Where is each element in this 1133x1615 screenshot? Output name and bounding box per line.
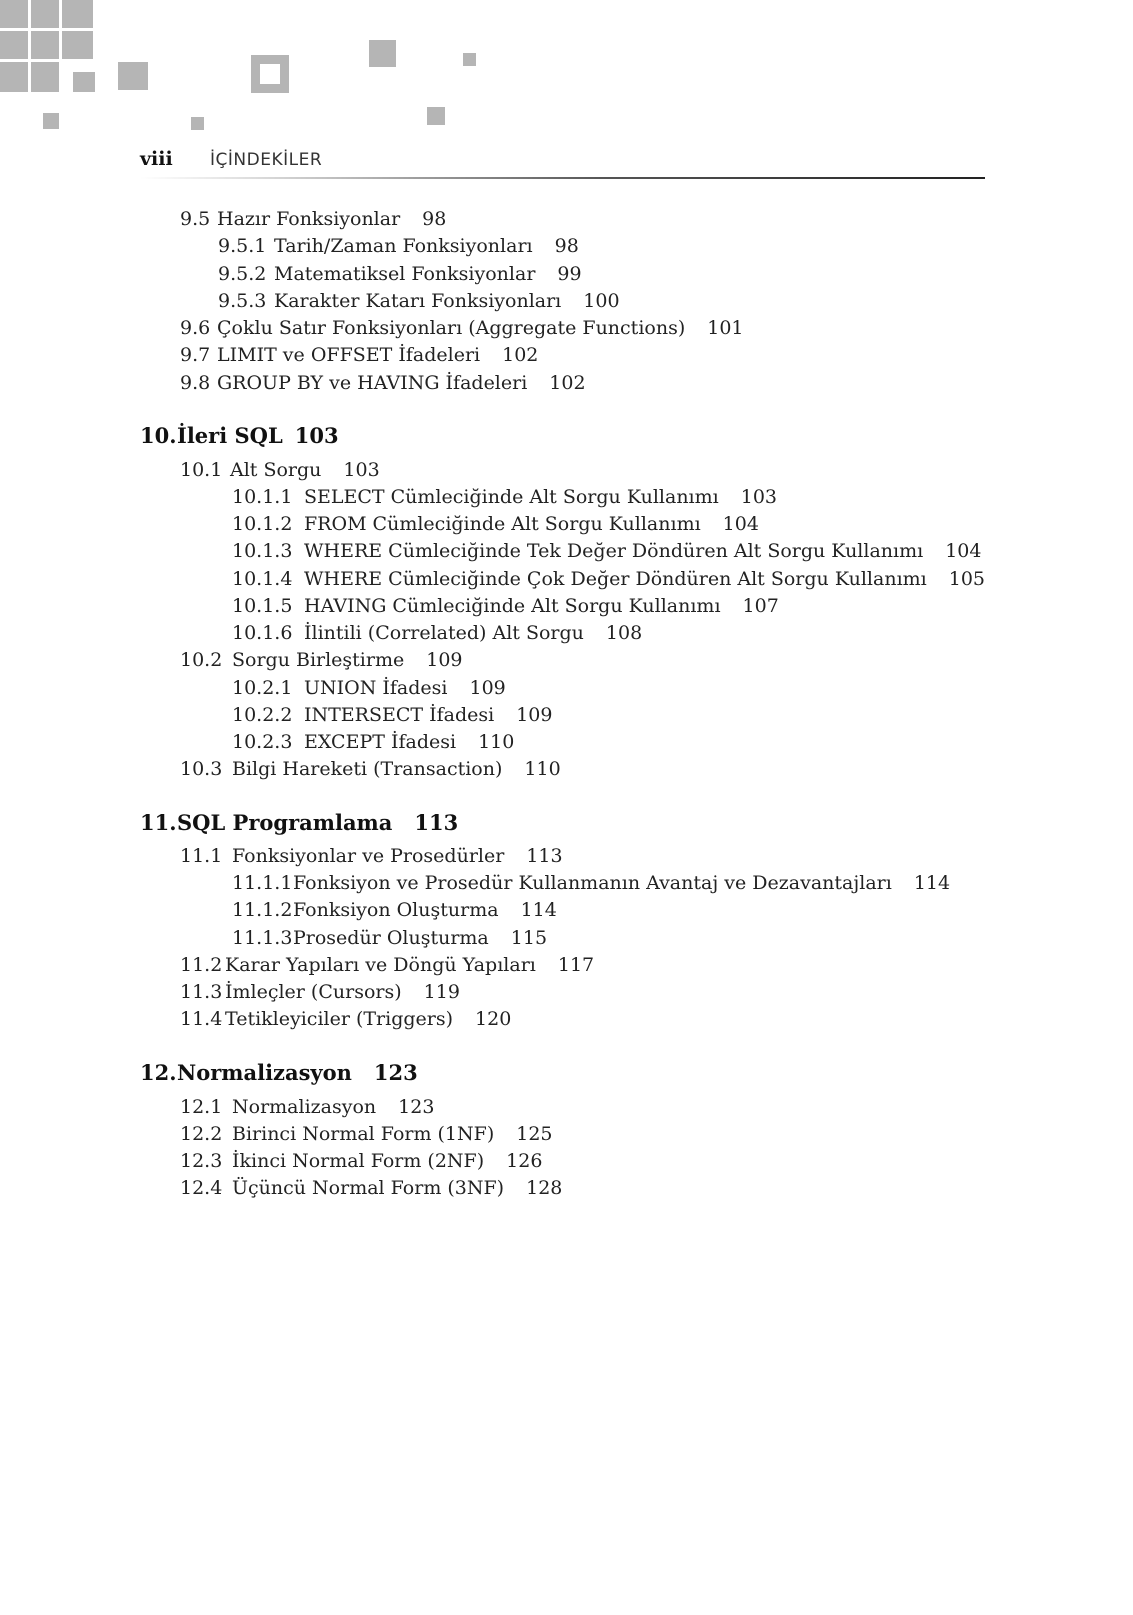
entry-page: 102: [549, 372, 586, 394]
decor-square: [0, 31, 28, 59]
entry-title: WHERE Cümleciğinde Çok Değer Döndüren Alt Sorgu Kullanımı: [304, 568, 927, 590]
decor-square: [118, 62, 148, 90]
decor-square: [427, 107, 445, 125]
toc-entry: [180, 1095, 434, 1119]
toc-entry: [180, 953, 594, 977]
entry-title: Matematiksel Fonksiyonlar: [274, 263, 536, 285]
toc-entry: [232, 621, 642, 645]
entry-title: Hazır Fonksiyonlar: [217, 208, 401, 230]
entry-title: Birinci Normal Form (1NF): [232, 1123, 495, 1145]
running-title: İÇİNDEKİLER: [210, 150, 323, 170]
entry-page: 115: [510, 927, 548, 949]
chapter-title: İleri SQL: [177, 423, 283, 448]
entry-title: İkinci Normal Form (2NF): [232, 1150, 485, 1172]
toc-entry: [180, 371, 586, 395]
decor-square: [43, 113, 59, 129]
decor-square: [73, 72, 95, 92]
running-header: [140, 146, 985, 180]
entry-page: 104: [722, 513, 759, 535]
entry-page: 120: [475, 1008, 512, 1030]
decor-square: [369, 40, 396, 67]
toc-entry: [232, 676, 506, 700]
entry-title: INTERSECT İfadesi: [304, 704, 495, 726]
toc-entry: [218, 262, 582, 286]
entry-title: GROUP BY ve HAVING İfadeleri: [217, 372, 528, 394]
entry-number: 12.1: [180, 1096, 223, 1118]
toc-entry: [180, 207, 446, 231]
toc-entry: [180, 1122, 553, 1146]
entry-number: 10.1.5: [232, 595, 293, 617]
entry-number: 9.5.1: [218, 235, 267, 257]
toc-entry: [232, 512, 759, 536]
header-rule: [140, 177, 985, 179]
toc-entry: [180, 458, 380, 482]
entry-page: 103: [343, 459, 380, 481]
entry-page: 110: [524, 758, 561, 780]
entry-number: 12.4: [180, 1177, 223, 1199]
toc-entry: [232, 871, 950, 895]
entry-title: FROM Cümleciğinde Alt Sorgu Kullanımı: [304, 513, 701, 535]
chapter-page: 113: [414, 810, 459, 835]
entry-number: 9.6: [180, 317, 211, 339]
entry-title: Karakter Katarı Fonksiyonları: [274, 290, 562, 312]
entry-page: 126: [506, 1150, 543, 1172]
toc-entry: [180, 648, 463, 672]
entry-title: İlintili (Correlated) Alt Sorgu: [304, 622, 584, 644]
toc-entry: [180, 844, 563, 868]
chapter-page: 123: [373, 1060, 418, 1085]
entry-title: Sorgu Birleştirme: [232, 649, 405, 671]
toc-chapter: [140, 424, 339, 448]
entry-page: 109: [516, 704, 553, 726]
toc-entry: [232, 926, 547, 950]
entry-title: Üçüncü Normal Form (3NF): [232, 1177, 505, 1199]
entry-title: HAVING Cümleciğinde Alt Sorgu Kullanımı: [304, 595, 721, 617]
toc-entry: [180, 757, 561, 781]
entry-number: 9.5.3: [218, 290, 267, 312]
entry-number: 9.5.2: [218, 263, 267, 285]
toc-chapter: [140, 1061, 418, 1085]
entry-number: 10.2.3: [232, 731, 293, 753]
toc-entry: [180, 1176, 562, 1200]
entry-page: 98: [422, 208, 447, 230]
entry-number: 12.3: [180, 1150, 223, 1172]
entry-number: 11.1.3: [232, 927, 293, 949]
entry-number: 10.2: [180, 649, 223, 671]
decor-square: [31, 31, 59, 59]
entry-page: 109: [426, 649, 463, 671]
toc-entry: [180, 980, 460, 1004]
entry-page: 117: [557, 954, 595, 976]
entry-title: UNION İfadesi: [304, 677, 448, 699]
entry-page: 103: [740, 486, 777, 508]
entry-title: EXCEPT İfadesi: [304, 731, 457, 753]
entry-page: 98: [554, 235, 579, 257]
entry-number: 10.1: [180, 459, 223, 481]
toc-entry: [180, 343, 538, 367]
entry-page: 125: [516, 1123, 553, 1145]
entry-title: Karar Yapıları ve Döngü Yapıları: [225, 954, 536, 976]
entry-number: 11.4: [180, 1008, 223, 1030]
entry-number: 9.5: [180, 208, 211, 230]
entry-title: Fonksiyonlar ve Prosedürler: [232, 845, 505, 867]
entry-title: Bilgi Hareketi (Transaction): [232, 758, 503, 780]
entry-page: 105: [948, 568, 985, 590]
entry-number: 9.8: [180, 372, 211, 394]
page-number: viii: [140, 148, 173, 170]
entry-number: 11.1.1: [232, 872, 293, 894]
entry-page: 114: [913, 872, 951, 894]
toc-entry: [218, 234, 579, 258]
entry-page: 99: [557, 263, 582, 285]
entry-page: 119: [423, 981, 460, 1003]
entry-page: 109: [469, 677, 506, 699]
toc-entry: [218, 289, 620, 313]
entry-title: İmleçler (Cursors): [225, 981, 402, 1003]
entry-number: 11.1.2: [232, 899, 293, 921]
entry-page: 114: [520, 899, 557, 921]
toc-entry: [180, 1149, 542, 1173]
entry-number: 11.3: [180, 981, 223, 1003]
entry-number: 11.1: [180, 845, 223, 867]
entry-title: Tetikleyiciler (Triggers): [225, 1008, 454, 1030]
chapter-number: 11.: [140, 810, 177, 835]
entry-number: 9.7: [180, 344, 211, 366]
entry-page: 102: [502, 344, 539, 366]
entry-number: 12.2: [180, 1123, 223, 1145]
toc-entry: [232, 703, 552, 727]
toc-chapter: [140, 811, 458, 835]
entry-title: Tarih/Zaman Fonksiyonları: [274, 235, 533, 257]
decor-square: [62, 31, 93, 59]
entry-title: Alt Sorgu: [230, 459, 322, 481]
chapter-number: 12.: [140, 1060, 177, 1085]
entry-title: LIMIT ve OFFSET İfadeleri: [217, 344, 481, 366]
entry-title: Fonksiyon Oluşturma: [293, 899, 499, 921]
entry-page: 101: [707, 317, 744, 339]
entry-title: Prosedür Oluşturma: [293, 927, 489, 949]
entry-number: 10.1.3: [232, 540, 293, 562]
entry-page: 113: [526, 845, 563, 867]
entry-page: 100: [583, 290, 620, 312]
chapter-number: 10.: [140, 423, 177, 448]
toc-entry: [232, 485, 777, 509]
decor-square: [0, 0, 28, 28]
entry-number: 10.2.1: [232, 677, 293, 699]
entry-number: 10.1.2: [232, 513, 293, 535]
entry-number: 11.2: [180, 954, 223, 976]
toc-entry: [232, 730, 514, 754]
entry-page: 104: [945, 540, 982, 562]
entry-title: Çoklu Satır Fonksiyonları (Aggregate Functions): [217, 317, 686, 339]
toc-entry: [180, 316, 744, 340]
entry-page: 123: [398, 1096, 435, 1118]
decor-square: [31, 62, 59, 92]
toc-entry: [232, 594, 779, 618]
entry-number: 10.1.6: [232, 622, 293, 644]
entry-title: Normalizasyon: [232, 1096, 377, 1118]
entry-number: 10.2.2: [232, 704, 293, 726]
chapter-page: 103: [294, 423, 339, 448]
entry-title: Fonksiyon ve Prosedür Kullanmanın Avantaj ve Dezavantajları: [293, 872, 892, 894]
decor-square: [463, 53, 476, 66]
entry-number: 10.3: [180, 758, 223, 780]
toc-entry: [180, 1007, 511, 1031]
decor-square: [191, 117, 204, 130]
entry-page: 128: [526, 1177, 563, 1199]
entry-number: 10.1.4: [232, 568, 293, 590]
entry-title: SELECT Cümleciğinde Alt Sorgu Kullanımı: [304, 486, 719, 508]
chapter-title: SQL Programlama: [177, 810, 393, 835]
decor-square: [62, 0, 93, 28]
decor-square: [0, 62, 28, 92]
toc-entry: [232, 567, 985, 591]
chapter-title: Normalizasyon: [177, 1060, 352, 1085]
entry-page: 108: [605, 622, 643, 644]
toc-entry: [232, 898, 557, 922]
decor-square: [31, 0, 59, 28]
entry-number: 10.1.1: [232, 486, 293, 508]
entry-page: 110: [478, 731, 515, 753]
entry-page: 107: [742, 595, 779, 617]
toc-entry: [232, 539, 981, 563]
decor-square-outline: [251, 55, 289, 93]
entry-title: WHERE Cümleciğinde Tek Değer Döndüren Alt Sorgu Kullanımı: [304, 540, 924, 562]
